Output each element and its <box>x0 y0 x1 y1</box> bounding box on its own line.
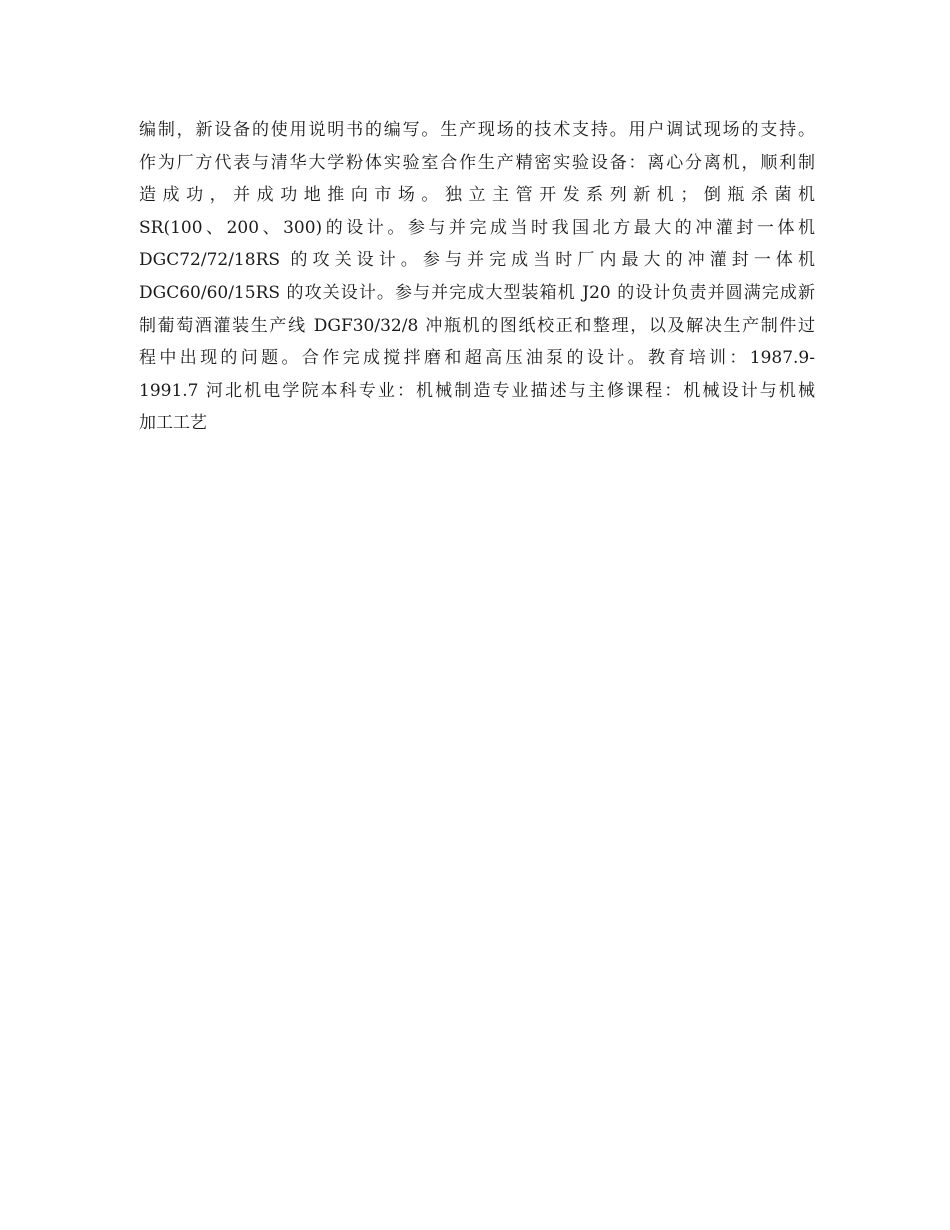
text-line-8: 程中出现的问题。合作完成搅拌磨和超高压油泵的设计。教育培训：1987.9- <box>139 348 815 369</box>
text-line-6: DGC60/60/15RS 的攻关设计。参与并完成大型装箱机 J20 的设计负责并圆满完成新 <box>139 282 815 303</box>
text-line-5: DGC72/72/18RS 的攻关设计。参与并完成当时厂内最大的冲灌封一体机 <box>139 250 815 271</box>
text-line-10: 加工工艺 <box>139 413 207 434</box>
text-line-2: 作为厂方代表与清华大学粉体实验室合作生产精密实验设备：离心分离机，顺利制 <box>139 152 815 173</box>
text-line-3: 造成功，并成功地推向市场。独立主管开发系列新机；倒瓶杀菌机 <box>139 185 815 206</box>
text-line-4: SR(100、200、300)的设计。参与并完成当时我国北方最大的冲灌封一体机 <box>139 217 815 238</box>
text-line-7: 制葡萄酒灌装生产线 DGF30/32/8 冲瓶机的图纸校正和整理，以及解决生产制件过 <box>139 315 815 336</box>
body-paragraph <box>139 114 815 440</box>
text-line-9: 1991.7 河北机电学院本科专业：机械制造专业描述与主修课程：机械设计与机械 <box>139 380 815 401</box>
text-line-1: 编制，新设备的使用说明书的编写。生产现场的技术支持。用户调试现场的支持。 <box>139 120 815 140</box>
